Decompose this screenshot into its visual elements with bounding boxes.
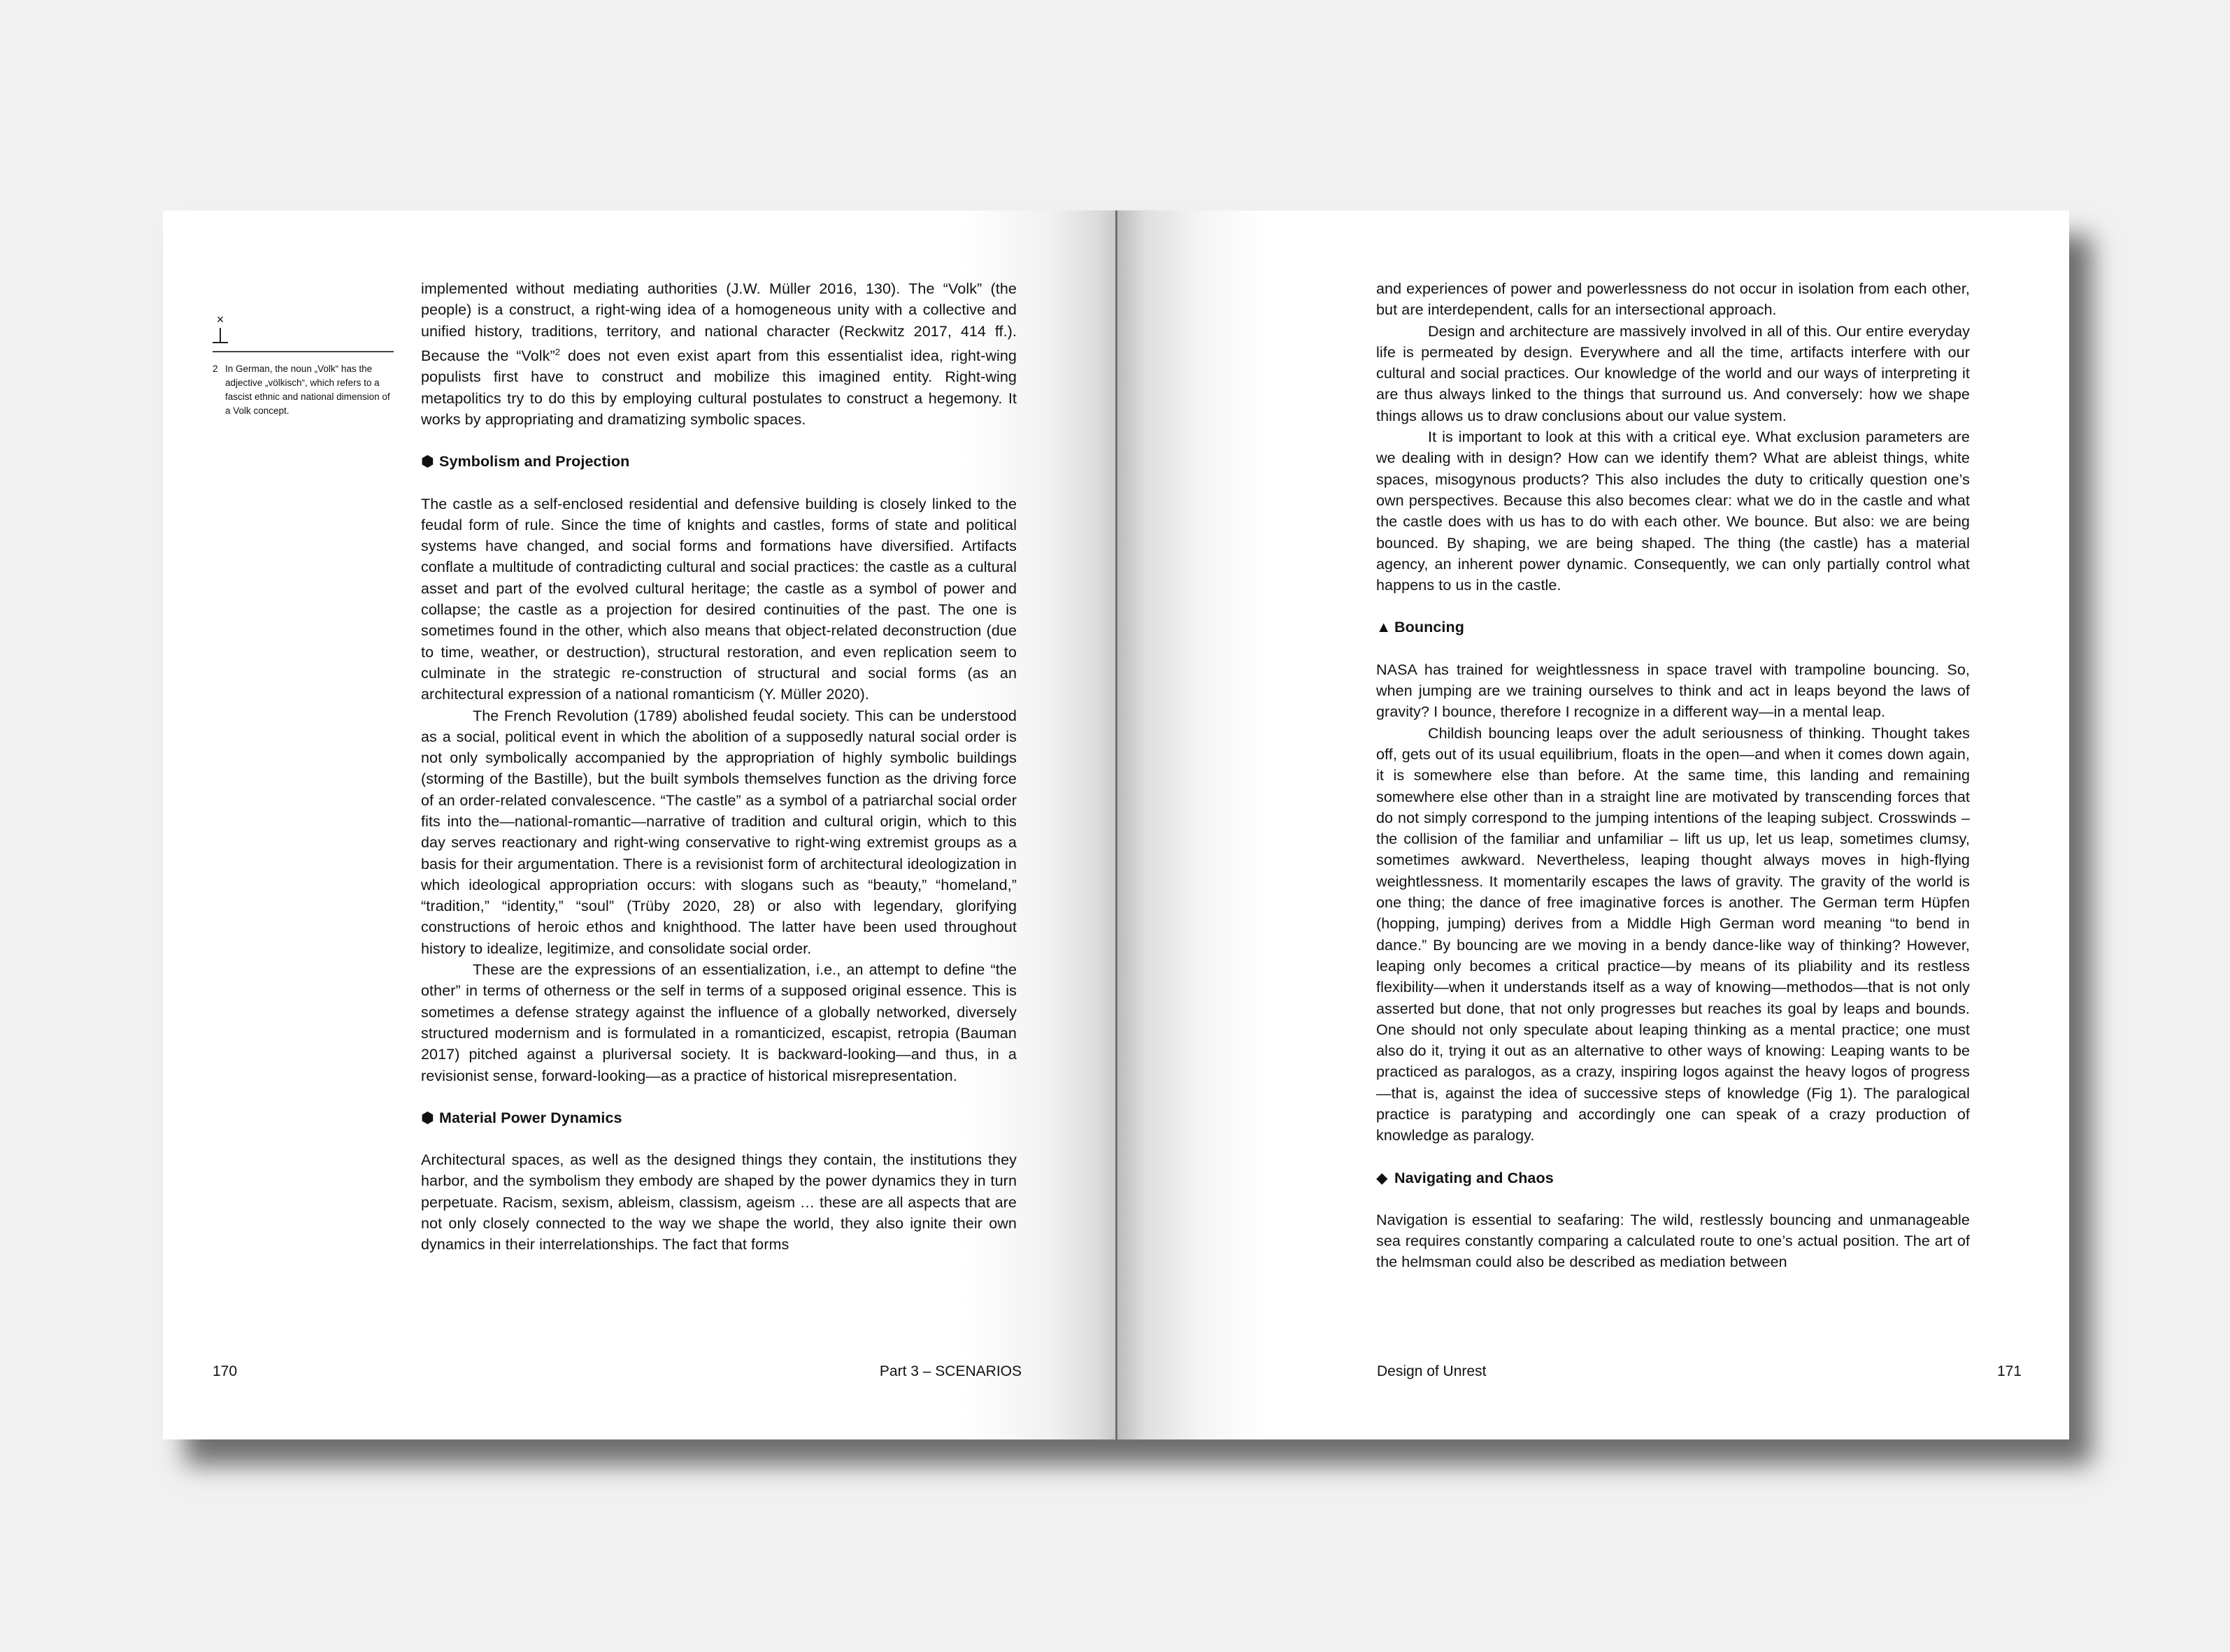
section-heading-title: Bouncing	[1394, 619, 1464, 636]
footnote-number: 2	[213, 364, 218, 374]
paragraph: The French Revolution (1789) abolished feudal society. This can be understood as a social, political event in which the abolition of a supposedly natural social order is not only symbolically accompanied by the appropriation of highly symbolic buildings (storming of the Bastille), but the built symbols themselves function as the driving force of an order-related convalescence. “The castle” as a symbol of a patriarchal social order fits into the—national-romantic—narrative of tradition and cultural origin, which to this day serves reactionary and right-wing conservative to right-wing extremist groups as a basis for their argumentation. There is a revisionist form of architectural ideologization in which ideological appropriation occurs: with slogans such as “beauty,” “homeland,” “tradition,” “identity,” “soul” (Trüby 2020, 28) or also with legendary, glorifying constructions of heroic ethos and knighthood. The latter have been used throughout history to idealize, legitimize, and consolidate social order.	[421, 707, 1017, 957]
hexagon-icon: ⬢	[421, 1109, 434, 1126]
triangle-icon: ▲	[1376, 619, 1392, 636]
paragraph	[421, 278, 1017, 430]
left-page	[163, 210, 1116, 1439]
paragraph: Architectural spaces, as well as the designed things they contain, the institutions they harbor, and the symbolism they embody are shaped by the power dynamics they in turn perpetuate. Racism, sexism, ableism, classism, ageism … these are all aspects that are not only closely connected to the way we shape the world, they also ignite their own dynamics in their interrelationships. The fact that forms	[421, 1151, 1017, 1254]
paragraph: and experiences of power and powerlessness do not occur in isolation from each other, but are interdependent, calls for an intersectional approach.	[1376, 280, 1970, 319]
open-book	[163, 210, 2069, 1439]
running-head: Part 3 – SCENARIOS	[879, 1363, 1022, 1379]
paragraph: Childish bouncing leaps over the adult seriousness of thinking. Thought takes off, gets out of its usual equilibrium, floats in the open—and when it comes down again, it is somewhere else than before. At the same time, this landing and remaining somewhere else other than in a straight line are motivated by transcending forces that do not simply correspond to the jumping intentions of the leaping subject. Crosswinds – the collision of the familiar and unfamiliar – lift us up, let us leap, sometimes clumsy, sometimes awkward. Nevertheless, leaping thought always moves in high-flying weightlessness. It momentarily escapes the laws of gravity. The gravity of the world is one thing; the dance of free imaginative forces is another. The German term Hüpfen (hopping, jumping) derives from a Middle High German word meaning “to bend in dance.” By bouncing are we moving in a bendy dance-like way of thinking? However, leaping only becomes a critical practice—by means of its pliability and its restless flexibility—when it understands itself as a way of knowing—methodos—that is not only asserted but done, that not only progresses but reaches its goal by leaps and bounds. One should not only speculate about leaping thinking as a mental practice; one must also do it, trying it out as an alternative to other ways of knowing: Leaping wants to be practiced as paralogos, as a crazy, inspiring logos against the heavy logos of progress—that is, against the idea of successive steps of knowledge (Fig 1). The paralogical practice is paratyping and accordingly one can speak of a crazy production of knowledge as paralogy.	[1376, 724, 1970, 1144]
right-body-text	[1376, 278, 1970, 1273]
paragraph-text: implemented without mediating authorities (J.W. Müller 2016, 130). The “Volk” (the people) is a construct, a right-wing idea of a homogeneous unity with a collective and unified history, traditions, territory, and national character (Reckwitz 2017, 414 ff.). Because the “Volk”	[421, 280, 1017, 365]
footnote-reference: 2	[555, 346, 561, 357]
section-heading-title: Symbolism and Projection	[439, 453, 630, 471]
paragraph: Navigation is essential to seafaring: The wild, restlessly bouncing and unmanageable sea requires constantly comparing a calculated route to one’s actual position. The art of the helmsman could also be described as mediation between	[1376, 1211, 1970, 1271]
hexagon-icon: ⬢	[421, 453, 434, 471]
section-heading	[421, 1107, 1017, 1128]
footnote-marker: ×	[216, 313, 224, 326]
paragraph: Design and architecture are massively involved in all of this. Our entire everyday life is permeated by design. Everywhere and all the time, artifacts interfere with our cultural and social practices. Our knowledge of the world and our ways of interpreting it are thus always linked to the things that surround us. And conversely: how we shape things allows us to draw conclusions about our value system.	[1376, 322, 1970, 424]
paragraph-text: does not even exist apart from this essentialist idea, right-wing populists first have to construct and mobilize this imagined entity. Right-wing metapolitics try to do this by employing cultural postulates to construct a hegemony. It works by appropriating and dramatizing symbolic spaces.	[421, 347, 1017, 428]
section-heading	[1376, 1168, 1970, 1188]
section-heading-title: Material Power Dynamics	[439, 1109, 622, 1126]
footnote-text: In German, the noun „Volk“ has the adjective „völkisch“, which refers to a fascist ethnic and national dimension of a Volk concept.	[225, 364, 390, 416]
footnote	[213, 362, 394, 418]
paragraph: These are the expressions of an essentialization, i.e., an attempt to define “the other” in terms of otherness or the self in terms of a supposed original essence. This is sometimes a defense strategy against the influence of a globally networked, diversely structured modernism and is formulated in a romanticized, escapist, retropia (Bauman 2017) pitched against a pluriversal society. It is backward-looking—and thus, in a revisionist sense, forward-looking—as a practice of historical misrepresentation.	[421, 961, 1017, 1084]
page-number: 171	[1996, 1363, 2022, 1379]
section-heading-title: Navigating and Chaos	[1394, 1169, 1554, 1186]
paragraph: It is important to look at this with a critical eye. What exclusion parameters are we dealing with in design? How can we identify them? What are ableist things, white spaces, misogynous products? This also includes the duty to critically question one’s own perspectives. Because this also becomes clear: what we do in the castle and what the castle does with us has to do with each other. We bounce. But also: we are being bounced. By shaping, we are being shaped. The thing (the castle) has a material agency, an inherent power dynamic. Consequently, we can only partially control what happens to us in the castle.	[1376, 429, 1970, 594]
page-number: 170	[213, 1363, 238, 1379]
footnote-rule	[213, 351, 394, 352]
left-body-text	[421, 278, 1017, 1256]
paragraph: NASA has trained for weightlessness in space travel with trampoline bouncing. So, when jumping are we training ourselves to think and act in leaps beyond the laws of gravity? I bounce, therefore I recognize in a different way—in a mental leap.	[1376, 661, 1970, 721]
section-heading	[421, 451, 1017, 472]
diamond-icon: ◆	[1376, 1169, 1388, 1186]
section-heading	[1376, 617, 1970, 638]
running-head: Design of Unrest	[1377, 1363, 1487, 1379]
footnote-anchor-icon	[213, 328, 228, 343]
book-gutter	[1115, 210, 1117, 1439]
right-page	[1116, 210, 2069, 1439]
paragraph: The castle as a self-enclosed residential and defensive building is closely linked to the feudal form of rule. Since the time of knights and castles, forms of state and political systems have changed, and social forms and formations have diversified. Artifacts conflate a multitude of contradicting cultural and social practices: the castle as a cultural asset and part of the evolved cultural heritage; the castle as a symbol of power and collapse; the castle as a projection for desired continuities of the past. The one is sometimes found in the other, which also means that object-related deconstruction (due to time, weather, or destruction), structural restoration, and even replication seem to culminate in the strategic re-construction of structural and social forms (as an architectural expression of a national romanticism (Y. Müller 2020).	[421, 495, 1017, 703]
